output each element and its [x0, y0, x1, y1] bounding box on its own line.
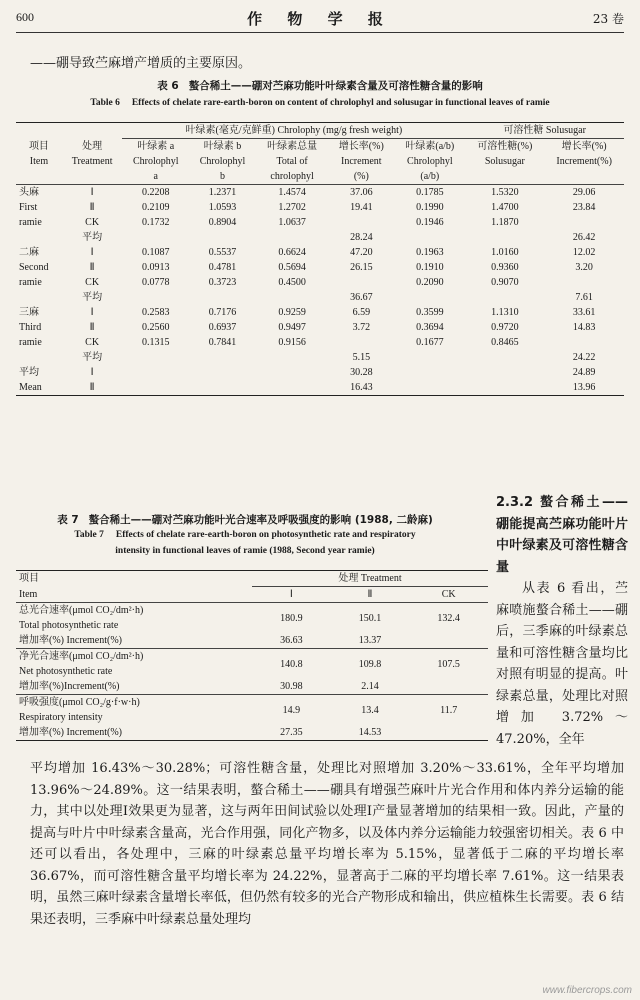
- t6-cell-treatment: Ⅰ: [90, 187, 94, 198]
- t6-h-chl-a-en: Chrolophyl: [132, 156, 179, 167]
- t6-cell-total: [256, 290, 328, 305]
- t7-cell-treat-2: 2.14: [361, 681, 379, 692]
- t6-h-treatment: 处理: [82, 140, 103, 152]
- t7-h-item: 项目: [16, 571, 252, 587]
- t6-cell-treatment: Ⅱ: [89, 262, 95, 273]
- t6-cell-increase: 26.15: [350, 262, 373, 273]
- t6-h-chl-b-unit: b: [189, 169, 256, 185]
- t6-cell-item: [16, 290, 62, 305]
- t6-h-blank: [465, 169, 544, 185]
- t6-h-increase-en: Increment: [341, 156, 382, 167]
- t6-cell-chl-a: [122, 290, 189, 305]
- t6-cell-chl-b: 0.7841: [208, 337, 237, 348]
- t6-cell-sugar: 0.9720: [491, 322, 519, 333]
- table7-body: [16, 603, 488, 741]
- t7-cell-treat-ck: [409, 725, 488, 741]
- t6-cell-total: 0.9497: [278, 322, 306, 333]
- t6-cell-sugar-inc: 29.06: [572, 187, 596, 198]
- t6-cell-chl-a: [122, 230, 189, 245]
- t6-cell-item: Third: [19, 322, 42, 333]
- t6-cell-total: 0.9156: [278, 337, 306, 348]
- t6-cell-chl-b: [189, 230, 256, 245]
- table-row: [16, 245, 624, 260]
- body-paragraph: 平均增加 16.43%～30.28%；可溶性糖含量，处理比对照增加 3.20%～33.61%，全年平均增加 13.96%～24.89%。这一结果表明，螯合稀土——硼具有增强苎麻叶片光合作用和体内养分运输的能力，其中以处理Ⅰ效果更为显著，这与两年田间试验以处理Ⅰ产量显著增加的结果相一致。因此，产量的提高与叶片中叶绿素含量高，光合作用强，同化产物多，以及体内养分运输能力较强密切相关。表 6 中还可以看出，各处理中，三麻的叶绿素总量平均增长率为 5.15%，显著低于二麻的平均增长率 36.67%，而可溶性糖含量平均增长率为 24.22%，显著高于二麻的平均增长率 7.61%。这一结果表明，虽然三麻叶绿素含量增长率低，但仍然有较多的光合产物形成和输出，供应植株生长需要。表 6 结果还表明，三季麻中叶绿素总量处理均: [30, 761, 624, 927]
- t6-cell-sugar-inc: 14.83: [572, 322, 596, 333]
- t6-cell-chl-b: 0.3723: [208, 277, 237, 288]
- t6-h-chl-b-en: Chrolophyl: [199, 156, 246, 167]
- t6-h-blank: [16, 169, 62, 185]
- t6-cell-sugar-inc: 26.42: [572, 232, 596, 243]
- t6-cell-chl-a: [122, 350, 189, 365]
- table6-label-cn: 表 6: [157, 80, 179, 92]
- t6-cell-item: 平均: [19, 367, 39, 378]
- t6-cell-item: 二麻: [19, 247, 39, 258]
- side-column: [496, 492, 628, 750]
- table7-caption-cn: [0, 512, 490, 527]
- table6-caption-cn: [0, 78, 640, 93]
- t6-cell-chl-a: 0.1732: [141, 217, 170, 228]
- t6-cell-ab: [394, 230, 465, 245]
- table-row: [16, 695, 488, 726]
- table-row: [16, 350, 624, 365]
- table-row: [16, 649, 488, 680]
- t6-cell-ab: 0.2090: [416, 277, 444, 288]
- t7-cell-treat-1: 30.98: [280, 681, 303, 692]
- t7-label-en: Net photosynthetic rate: [19, 666, 113, 677]
- t6-cell-ab: 0.1910: [416, 262, 444, 273]
- t6-cell-sugar-inc: 3.20: [575, 262, 593, 273]
- t6-cell-treatment: 平均: [82, 232, 103, 243]
- t6-cell-chl-a: [122, 365, 189, 380]
- t7-label-cn: 净光合速率(μmol CO₂/dm²·h): [19, 651, 144, 662]
- table-row: [16, 365, 624, 380]
- t6-cell-increase: [328, 335, 394, 350]
- t6-cell-total: 0.4500: [278, 277, 306, 288]
- t6-cell-chl-a: 0.2560: [141, 322, 170, 333]
- t6-cell-increase: 5.15: [352, 352, 371, 363]
- t7-h-item-en: Item: [16, 587, 252, 603]
- t6-cell-treatment: CK: [85, 277, 100, 288]
- t6-h-group-sugar: 可溶性糖 Solusugar: [465, 123, 624, 139]
- t6-cell-treatment: Ⅱ: [89, 202, 95, 213]
- t7-cell-treat-1: 14.9: [252, 695, 331, 726]
- t6-cell-chl-a: 0.0913: [141, 262, 170, 273]
- t7-cell-treat-1: 140.8: [252, 649, 331, 680]
- t6-cell-sugar-inc: 24.22: [572, 352, 596, 363]
- t6-cell-item: 三麻: [19, 307, 39, 318]
- t7-cell-label: [16, 725, 252, 741]
- table7-header: [16, 571, 488, 603]
- t6-cell-sugar-inc: 33.61: [572, 307, 596, 318]
- table6-body: [16, 185, 624, 396]
- t7-cell-treat-ck: 132.4: [409, 603, 488, 634]
- t6-h-total-unit: chrolophyl: [256, 169, 328, 185]
- t6-cell-ab: 0.1963: [416, 247, 444, 258]
- t6-cell-increase: 36.67: [350, 292, 373, 303]
- t6-cell-item: ramie: [19, 337, 42, 348]
- t6-cell-chl-b: 0.8904: [208, 217, 237, 228]
- t7-h-treat-ck: CK: [409, 587, 488, 603]
- t6-h-sugar-en: Solusugar: [484, 156, 525, 167]
- t6-cell-ab: [394, 380, 465, 396]
- t6-cell-treatment: CK: [85, 337, 100, 348]
- t6-cell-item: ramie: [19, 277, 42, 288]
- t6-h-total: 叶绿素总量: [267, 141, 318, 152]
- table7-label-cn: 表 7: [57, 514, 79, 526]
- t6-cell-chl-b: 0.4781: [208, 262, 237, 273]
- t6-h-blank: [16, 123, 62, 139]
- t6-cell-chl-b: [189, 290, 256, 305]
- t6-h-ab-unit: (a/b): [394, 169, 465, 185]
- table6-header: [16, 123, 624, 185]
- t6-h-chl-a-unit: a: [122, 169, 189, 185]
- t6-cell-chl-a: 0.2583: [141, 307, 170, 318]
- t6-h-increase: 增长率(%): [338, 141, 384, 152]
- t6-h-ab: 叶绿素(a/b): [405, 141, 455, 152]
- t7-cell-label: [16, 649, 252, 680]
- t6-cell-increase: 28.24: [350, 232, 373, 243]
- t6-cell-increase: 19.41: [350, 202, 373, 213]
- t7-cell-treat-ck: 107.5: [409, 649, 488, 680]
- t6-cell-treatment: CK: [85, 217, 100, 228]
- t6-cell-sugar: 1.5320: [491, 187, 519, 198]
- t7-h-treat-2: Ⅱ: [331, 587, 410, 603]
- side-paragraph: 从表 6 看出，苎麻喷施螯合稀土——硼后，三季麻的叶绿素总量和可溶性糖含量均比对照有明显的提高。叶绿素总量，处理比对照增加 3.72%～47.20%，全年: [496, 581, 628, 747]
- t7-label-cn: 呼吸强度(μmol CO₂/g·f·w·h): [19, 697, 140, 708]
- table-row: [16, 305, 624, 320]
- t7-cell-label: [16, 695, 252, 726]
- table-row: [16, 230, 624, 245]
- t6-cell-chl-b: [189, 365, 256, 380]
- table-row: [16, 679, 488, 695]
- t6-h-ab-en: Chrolophyl: [407, 156, 453, 167]
- t6-cell-treatment: 平均: [82, 352, 103, 363]
- t7-cell-treat-1: 36.63: [280, 635, 303, 646]
- t6-cell-chl-b: 1.2371: [208, 187, 237, 198]
- t6-h-chl-b: 叶绿素 b: [203, 141, 242, 152]
- t6-cell-item: Second: [19, 262, 49, 273]
- t6-cell-total: [256, 230, 328, 245]
- t6-cell-sugar: 0.9070: [491, 277, 519, 288]
- t6-cell-item: ramie: [19, 217, 42, 228]
- table6: [16, 122, 624, 396]
- t6-h-sugar-inc: 增长率(%): [561, 141, 607, 152]
- t7-cell-label: [16, 679, 252, 695]
- t6-cell-sugar-inc: [544, 275, 624, 290]
- t6-cell-ab: 0.1946: [416, 217, 444, 228]
- t7-cell-treat-2: 13.4: [331, 695, 410, 726]
- t6-h-blank: [62, 169, 123, 185]
- t6-h-blank: [544, 169, 624, 185]
- t6-cell-treatment: 平均: [82, 292, 103, 303]
- t6-cell-sugar: [465, 380, 544, 396]
- t6-cell-ab: [394, 290, 465, 305]
- t6-cell-item: First: [19, 202, 38, 213]
- t6-cell-chl-b: 0.6937: [208, 322, 237, 333]
- t6-cell-sugar: [465, 365, 544, 380]
- t6-cell-chl-a: 0.2109: [141, 202, 170, 213]
- t6-cell-sugar: 1.0160: [491, 247, 519, 258]
- table6-title-en: Effects of chelate rare-earth-boron on content of chrolophyl and solusugar in functional leaves of ramie: [131, 98, 550, 108]
- t6-cell-increase: 37.06: [350, 187, 373, 198]
- t7-cell-treat-ck: [409, 679, 488, 695]
- table-row: [16, 185, 624, 201]
- t6-cell-ab: 0.1990: [416, 202, 444, 213]
- t7-cell-treat-2: 13.37: [358, 635, 382, 646]
- t6-cell-sugar-inc: [544, 335, 624, 350]
- table7-caption-en-2: intensity in functional leaves of ramie (1988, Second year ramie): [115, 546, 375, 556]
- volume-number: 23 卷: [592, 12, 624, 26]
- t6-cell-total: 1.0637: [278, 217, 306, 228]
- t6-cell-chl-a: [122, 380, 189, 396]
- t6-cell-treatment: Ⅰ: [90, 367, 94, 378]
- page-number: 600: [16, 10, 34, 24]
- t6-cell-ab: [394, 350, 465, 365]
- running-head: [16, 8, 624, 30]
- t6-cell-increase: 47.20: [350, 247, 373, 258]
- t7-label-en: Respiratory intensity: [19, 712, 103, 723]
- t6-cell-chl-b: 1.0593: [208, 202, 237, 213]
- t6-cell-sugar-inc: [544, 215, 624, 230]
- table-row: [16, 260, 624, 275]
- table7-title-cn: 螯合稀土——硼对苎麻功能叶光合速率及呼吸强度的影响 (1988, 二龄麻): [88, 514, 433, 526]
- t6-cell-item: Mean: [16, 380, 62, 396]
- lead-text: ——硼导致苎麻增产增质的主要原因。: [30, 56, 252, 71]
- t6-cell-chl-a: 0.1315: [141, 337, 170, 348]
- t6-cell-total: [256, 380, 328, 396]
- t7-cell-treat-1: 180.9: [252, 603, 331, 634]
- t6-cell-chl-b: [189, 350, 256, 365]
- table6-title-cn: 螯合稀土——硼对苎麻功能叶叶绿素含量及可溶性糖含量的影响: [188, 80, 483, 92]
- t6-cell-total: 0.9259: [278, 307, 306, 318]
- t6-h-sugar-inc-en: Increment(%): [556, 156, 612, 167]
- t6-cell-total: 0.6624: [278, 247, 306, 258]
- t6-cell-sugar-inc: 13.96: [544, 380, 624, 396]
- t6-cell-total: 1.2702: [278, 202, 306, 213]
- t6-cell-total: 1.4574: [278, 187, 306, 198]
- t6-cell-increase: 3.72: [352, 322, 371, 333]
- t7-cell-label: [16, 603, 252, 634]
- table-row: [16, 633, 488, 649]
- t6-cell-sugar: 0.9360: [491, 262, 519, 273]
- t6-h-increase-unit: (%): [328, 169, 394, 185]
- header-rule: [16, 32, 624, 33]
- t6-cell-chl-b: 0.7176: [208, 307, 237, 318]
- table-row: [16, 200, 624, 215]
- journal-title: 作 物 学 报: [247, 10, 393, 28]
- t7-label-cn: 总光合速率(μmol CO₂/dm²·h): [19, 605, 144, 616]
- t7-h-treat-1: Ⅰ: [252, 587, 331, 603]
- table-row: [16, 725, 488, 741]
- t6-cell-item: 头麻: [19, 187, 39, 198]
- t6-cell-sugar-inc: 7.61: [575, 292, 593, 303]
- t6-cell-sugar: 0.8465: [491, 337, 519, 348]
- t6-cell-ab: 0.1677: [416, 337, 444, 348]
- t6-h-group-chlorophyll: 叶绿素(毫克/克鲜重) Chrolophy (mg/g fresh weight): [122, 123, 465, 139]
- t7-label-en: Total photosynthetic rate: [19, 620, 119, 631]
- t6-cell-total: [256, 350, 328, 365]
- table6-caption-en: [0, 98, 640, 108]
- t6-h-total-en: Total of: [276, 156, 308, 167]
- t6-cell-increase: 16.43: [328, 380, 394, 396]
- table-row: [16, 215, 624, 230]
- t6-cell-increase: [328, 215, 394, 230]
- section-title: 2.3.2 螯合稀土——硼能提高苎麻功能叶片中叶绿素及可溶性糖含量: [496, 495, 628, 575]
- t6-cell-treatment: Ⅱ: [89, 322, 95, 333]
- t6-cell-sugar-inc: 12.02: [572, 247, 596, 258]
- table7-label-en: Table 7: [74, 530, 104, 540]
- table-row: [16, 290, 624, 305]
- t6-cell-item: [16, 350, 62, 365]
- table7: [16, 570, 488, 741]
- t6-cell-sugar: [465, 290, 544, 305]
- t6-cell-increase: [328, 275, 394, 290]
- t7-cell-treat-2: 14.53: [331, 725, 410, 741]
- t7-label-cn: 增加率(%) Increment(%): [19, 727, 123, 738]
- t7-cell-label: [16, 633, 252, 649]
- t6-h-sugar: 可溶性糖(%): [477, 141, 533, 152]
- t7-label-cn: 增加率(%) Increment(%): [19, 635, 123, 646]
- t7-h-treatment: 处理 Treatment: [252, 571, 488, 587]
- table-row: [16, 380, 624, 396]
- table-row: [16, 275, 624, 290]
- table-row: [16, 335, 624, 350]
- t6-cell-sugar: [465, 230, 544, 245]
- t6-cell-total: 0.5694: [278, 262, 306, 273]
- t6-cell-total: [256, 365, 328, 380]
- t6-cell-chl-b: [189, 380, 256, 396]
- t7-cell-treat-2: 150.1: [331, 603, 410, 634]
- t6-cell-treatment: Ⅰ: [90, 307, 94, 318]
- t6-cell-increase: 6.59: [352, 307, 371, 318]
- t6-cell-increase: 30.28: [350, 367, 373, 378]
- t7-cell-treat-2: 109.8: [331, 649, 410, 680]
- t6-cell-ab: 0.1785: [416, 187, 444, 198]
- t7-cell-treat-ck: [409, 633, 488, 649]
- t6-cell-sugar: 1.1870: [491, 217, 519, 228]
- table7-caption-en: [0, 530, 490, 540]
- t6-cell-chl-b: 0.5537: [208, 247, 237, 258]
- t6-cell-chl-a: 0.0778: [141, 277, 170, 288]
- t6-cell-treatment: Ⅰ: [90, 247, 94, 258]
- t7-label-cn: 增加率(%)Increment(%): [19, 681, 120, 692]
- t6-h-item-en: Item: [29, 156, 49, 167]
- t6-cell-chl-a: 0.1087: [141, 247, 170, 258]
- t6-cell-sugar: 1.4700: [491, 202, 519, 213]
- t6-cell-sugar-inc: 23.84: [572, 202, 596, 213]
- t6-cell-sugar: 1.1310: [491, 307, 519, 318]
- watermark: www.fibercrops.com: [542, 985, 632, 996]
- table6-label-en: Table 6: [90, 98, 120, 108]
- t6-cell-ab: 0.3599: [416, 307, 444, 318]
- t6-h-chl-a: 叶绿素 a: [137, 141, 175, 152]
- t6-cell-item: [16, 230, 62, 245]
- t6-cell-ab: 0.3694: [416, 322, 444, 333]
- t6-h-item: 项目: [28, 140, 49, 152]
- t6-cell-sugar-inc: 24.89: [572, 367, 596, 378]
- t7-cell-treat-1: 27.35: [252, 725, 331, 741]
- table-row: [16, 603, 488, 634]
- table-row: [16, 320, 624, 335]
- t6-cell-ab: [394, 365, 465, 380]
- t6-cell-sugar: [465, 350, 544, 365]
- t7-cell-treat-ck: 11.7: [409, 695, 488, 726]
- t6-cell-treatment: Ⅱ: [62, 380, 123, 396]
- t6-h-blank: [62, 123, 123, 139]
- table7-title-en-1: Effects of chelate rare-earth-boron on photosynthetic rate and respiratory: [115, 530, 416, 540]
- t6-h-treatment-en: Treatment: [71, 156, 113, 167]
- t6-cell-chl-a: 0.2208: [141, 187, 170, 198]
